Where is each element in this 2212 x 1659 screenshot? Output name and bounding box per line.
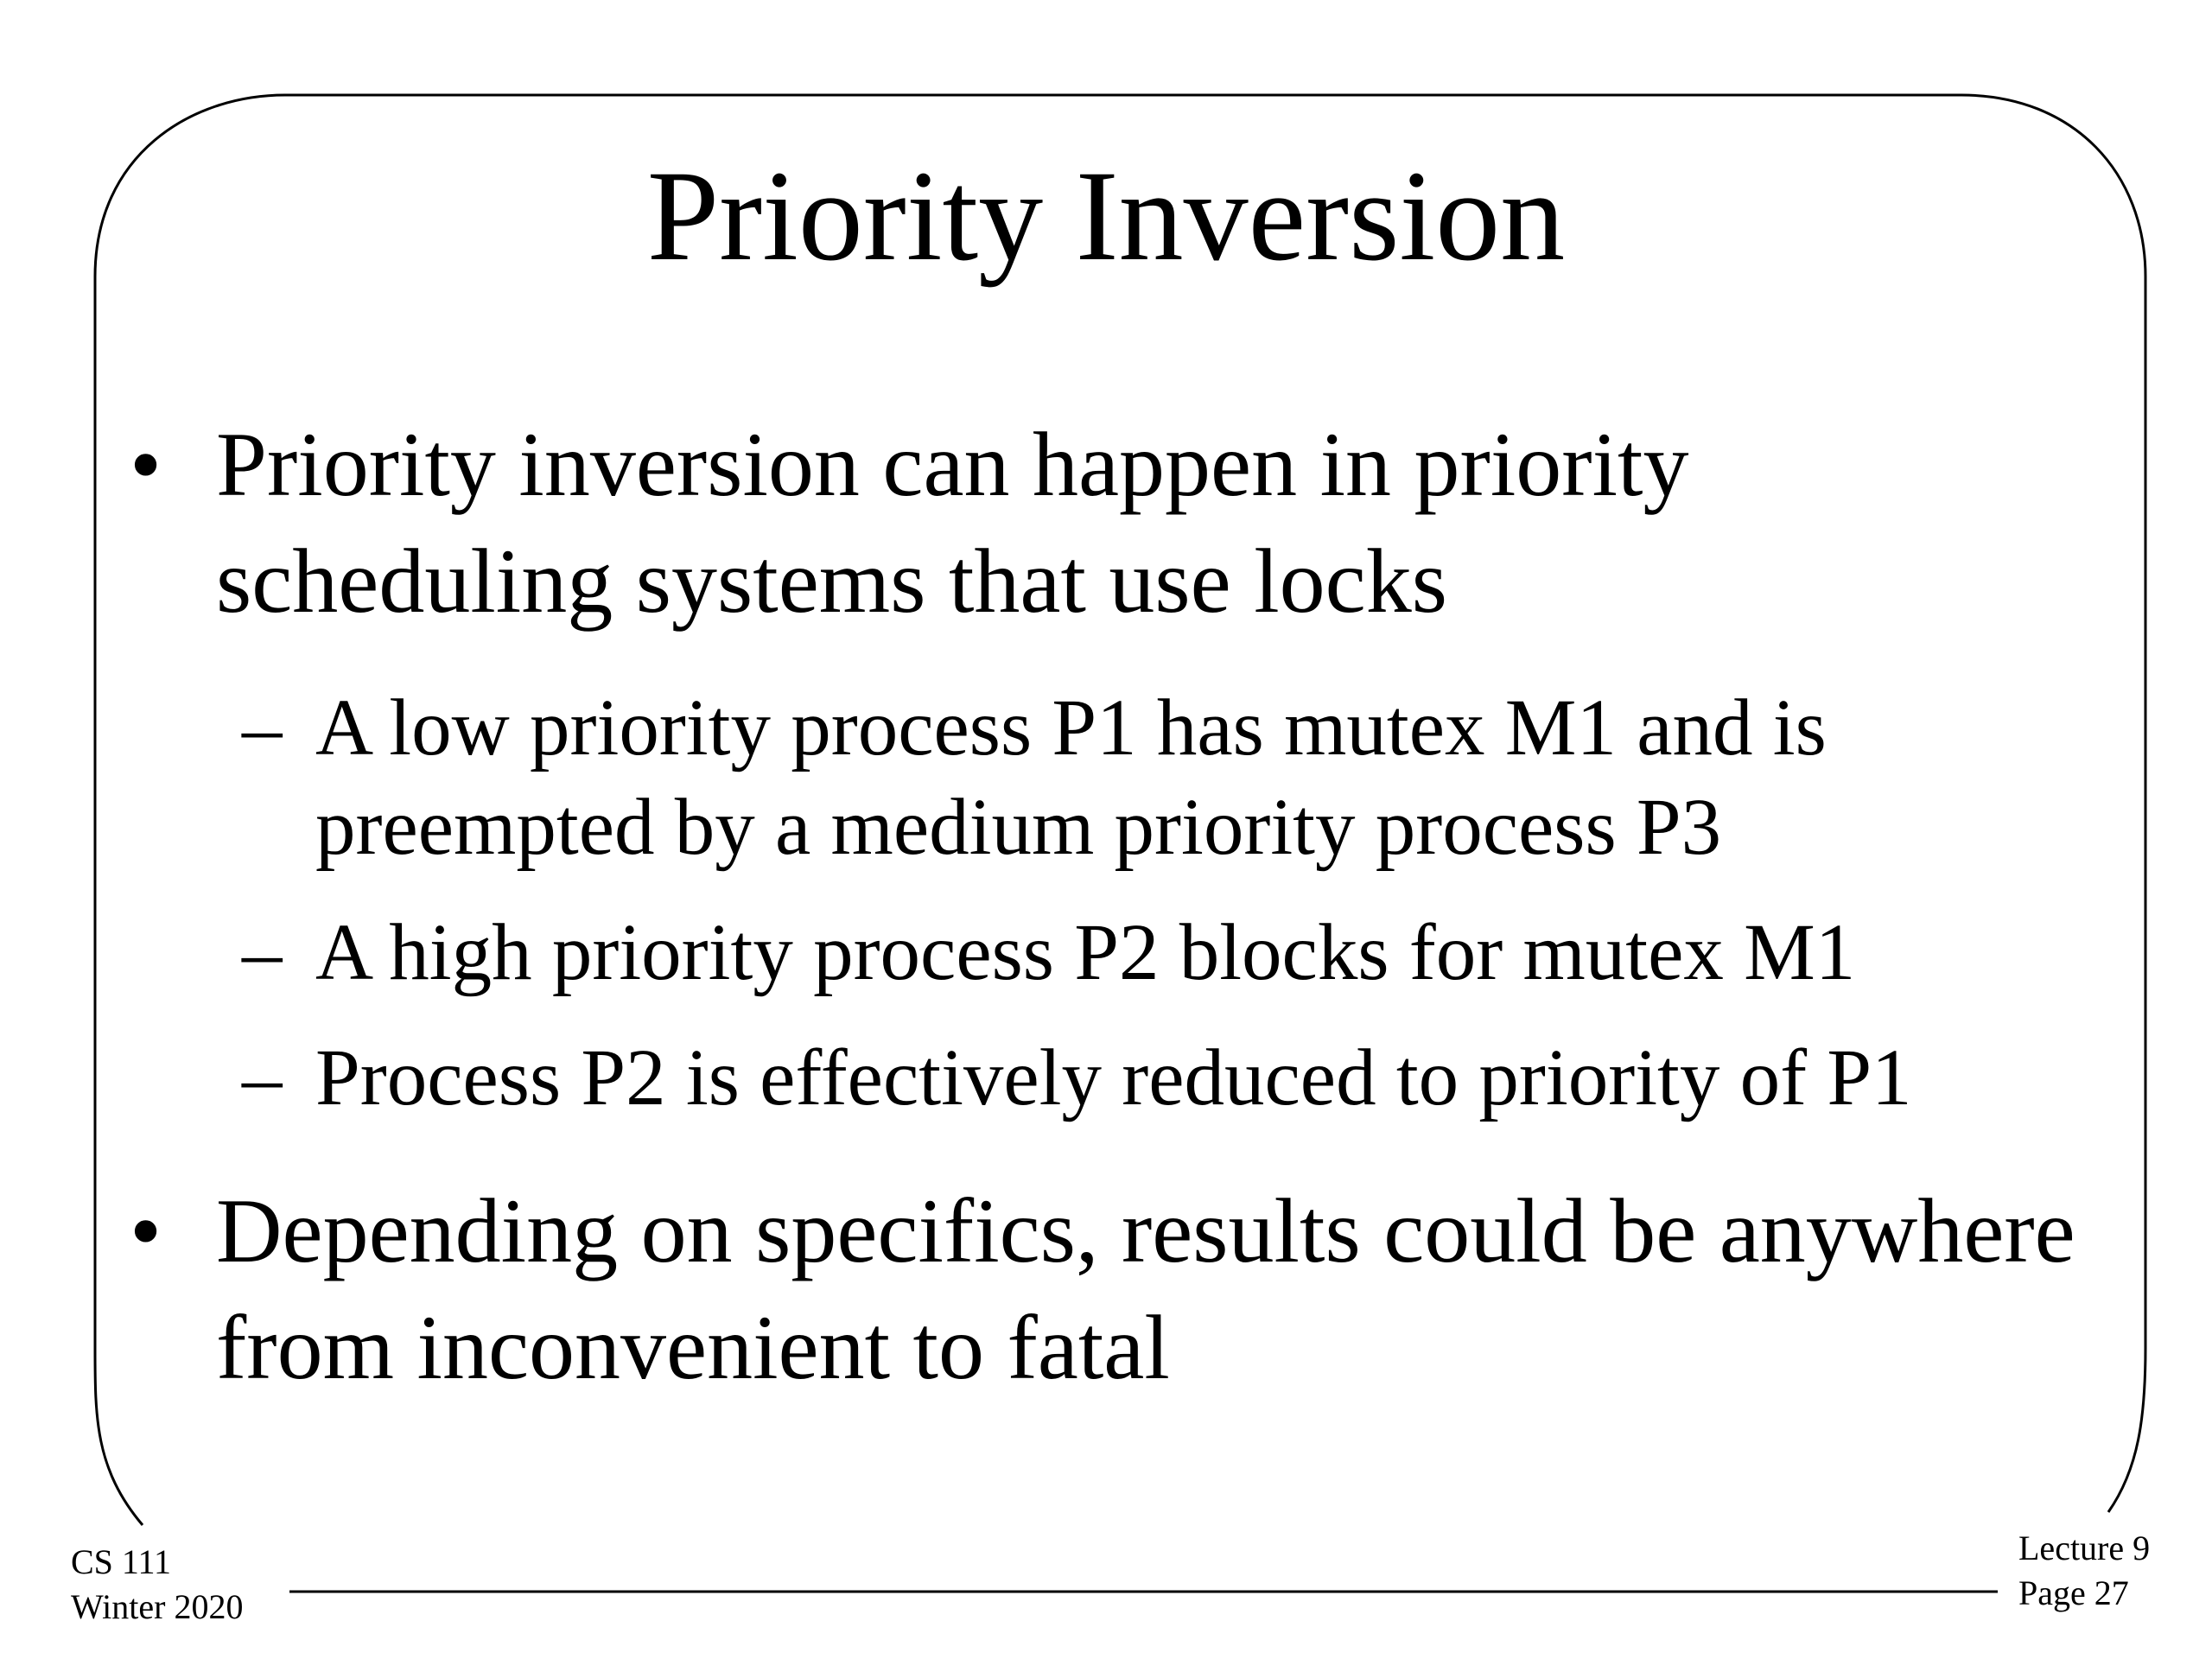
- footer-page-info: [2018, 1526, 2150, 1616]
- lecture-number: Lecture 9: [2018, 1529, 2151, 1567]
- course-name: CS 111: [71, 1542, 171, 1581]
- sub-bullet-text: A low priority process P1 has mutex M1 and is preempted by a medium priority process P3: [315, 683, 1827, 872]
- dash-marker: –: [242, 1033, 283, 1122]
- sub-bullet-list: [242, 678, 2108, 1128]
- dash-marker: –: [242, 683, 283, 772]
- page-number: Page 27: [2018, 1573, 2129, 1612]
- slide-title: Priority Inversion: [646, 144, 1566, 288]
- sub-bullet-item: [242, 903, 2108, 1002]
- dash-marker: –: [242, 908, 283, 997]
- slide-body: [130, 406, 2108, 1406]
- footer-course-info: [71, 1540, 243, 1630]
- bullet-item: [130, 1173, 2108, 1406]
- bullet-item: [130, 406, 2108, 639]
- bullet-text: Depending on specifics, results could be anywhere from inconvenient to fatal: [216, 1180, 2075, 1398]
- bullet-text: Priority inversion can happen in priority scheduling systems that use locks: [216, 414, 1689, 632]
- sub-bullet-text: Process P2 is effectively reduced to priority of P1: [315, 1033, 1912, 1122]
- bullet-marker: •: [130, 1180, 162, 1281]
- bullet-marker: •: [130, 414, 162, 515]
- sub-bullet-item: [242, 1028, 2108, 1128]
- sub-bullet-text: A high priority process P2 blocks for mutex M1: [315, 908, 1856, 997]
- sub-bullet-item: [242, 678, 2108, 877]
- course-term: Winter 2020: [71, 1587, 244, 1626]
